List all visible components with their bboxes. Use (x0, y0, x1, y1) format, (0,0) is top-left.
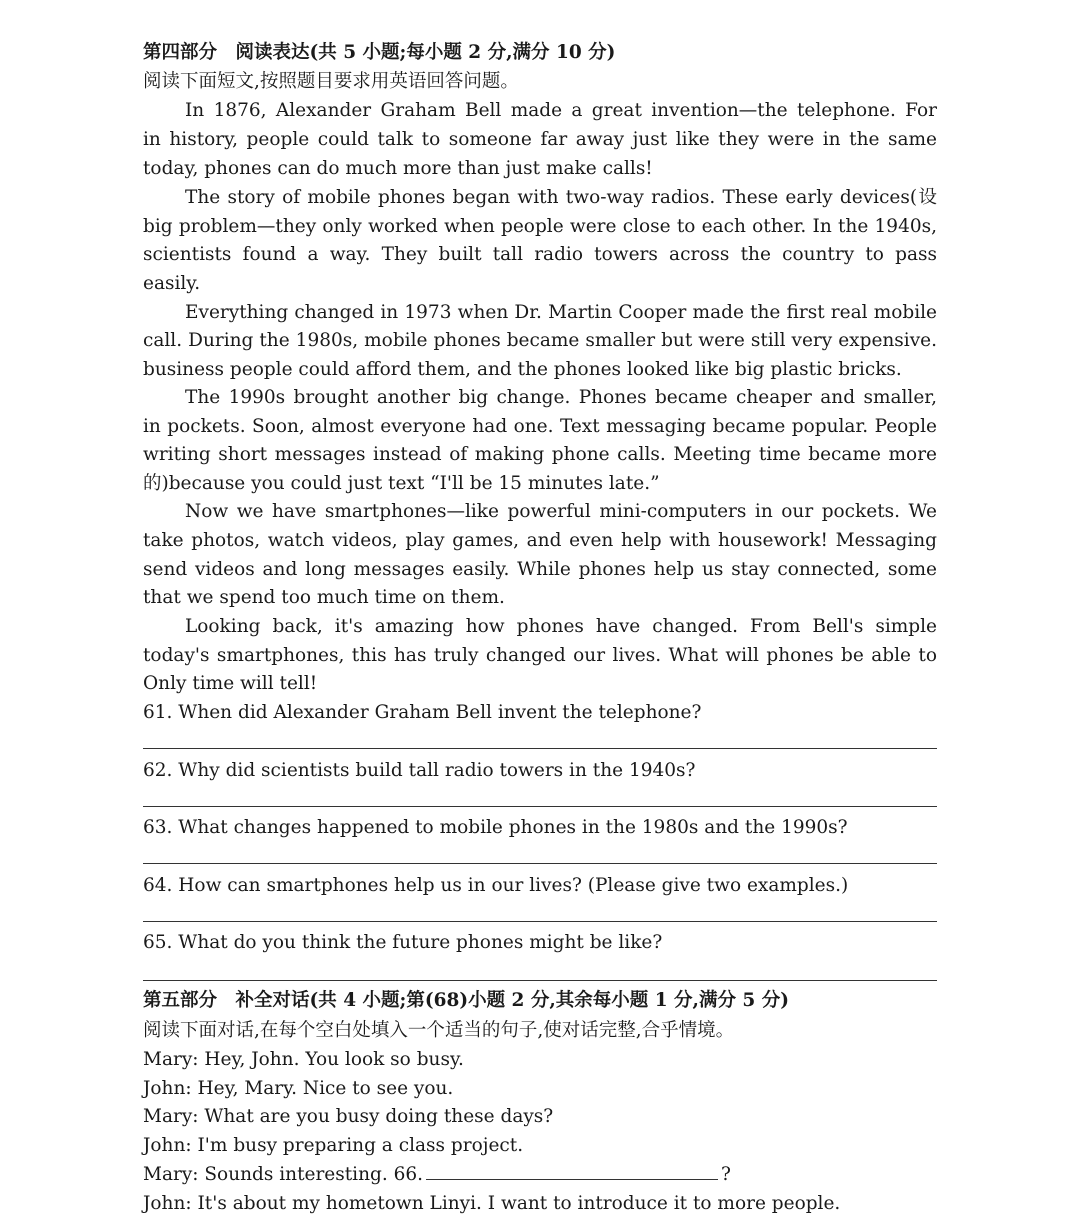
answer-line-65[interactable] (143, 980, 937, 981)
dialogue-line: Mary: What are you busy doing these days? (143, 1106, 554, 1127)
passage-line: business people could afford them, and the phones looked like big plastic bricks. (143, 359, 902, 380)
passage-line: 的)because you could just text “I'll be 15 minutes late.” (143, 473, 660, 494)
passage-line: today, phones can do much more than just make calls! (143, 158, 653, 179)
passage-line: in history, people could talk to someone far away just like they were in the same (143, 129, 937, 150)
dialogue-text: Mary: Sounds interesting. 66. (143, 1164, 424, 1185)
question-mark: ? (721, 1164, 731, 1185)
answer-line-64[interactable] (143, 921, 937, 922)
question-61: 61. When did Alexander Graham Bell invent the telephone? (143, 702, 702, 723)
passage-line: In 1876, Alexander Graham Bell made a great invention—the telephone. For (185, 100, 937, 121)
passage-line: big problem—they only worked when people were close to each other. In the 1940s, (143, 216, 937, 237)
passage-line: today's smartphones, this has truly changed our lives. What will phones be able to (143, 645, 937, 666)
answer-line-63[interactable] (143, 863, 937, 864)
question-62: 62. Why did scientists build tall radio towers in the 1940s? (143, 760, 696, 781)
question-65: 65. What do you think the future phones might be like? (143, 932, 663, 953)
part5-instruction: 阅读下面对话,在每个空白处填入一个适当的句子,使对话完整,合乎情境。 (143, 1020, 735, 1041)
blank-66[interactable] (426, 1161, 718, 1180)
passage-line: writing short messages instead of making phone calls. Meeting time became more (143, 444, 937, 465)
dialogue-line: Mary: Hey, John. You look so busy. (143, 1049, 464, 1070)
passage-line: that we spend too much time on them. (143, 587, 505, 608)
passage-line: send videos and long messages easily. While phones help us stay connected, some (143, 559, 937, 580)
dialogue-line: John: Hey, Mary. Nice to see you. (143, 1078, 454, 1099)
question-63: 63. What changes happened to mobile phones in the 1980s and the 1990s? (143, 817, 848, 838)
part5-heading: 第五部分 补全对话(共 4 小题;第(68)小题 2 分,其余每小题 1 分,满分 5 分) (143, 990, 789, 1011)
passage-line: take photos, watch videos, play games, and even help with housework! Messaging (143, 530, 937, 551)
passage-line: The story of mobile phones began with two-way radios. These early devices(设 (185, 187, 937, 208)
passage-line: easily. (143, 273, 201, 294)
answer-line-62[interactable] (143, 806, 937, 807)
dialogue-line: John: It's about my hometown Linyi. I want to introduce it to more people. (143, 1193, 841, 1214)
passage-line: call. During the 1980s, mobile phones became smaller but were still very expensive. (143, 330, 937, 351)
dialogue-line: John: I'm busy preparing a class project. (143, 1135, 524, 1156)
passage-line: Looking back, it's amazing how phones have changed. From Bell's simple (185, 616, 937, 637)
part4-heading: 第四部分 阅读表达(共 5 小题;每小题 2 分,满分 10 分) (143, 42, 616, 63)
passage-line: scientists found a way. They built tall radio towers across the country to pass (143, 244, 937, 265)
passage-line: Now we have smartphones—like powerful mini-computers in our pockets. We (185, 501, 937, 522)
part4-instruction: 阅读下面短文,按照题目要求用英语回答问题。 (143, 71, 519, 92)
passage-line: in pockets. Soon, almost everyone had one. Text messaging became popular. People (143, 416, 937, 437)
passage-line: The 1990s brought another big change. Phones became cheaper and smaller, (185, 387, 937, 408)
answer-line-61[interactable] (143, 748, 937, 749)
dialogue-line-66 (143, 1160, 937, 1189)
question-64: 64. How can smartphones help us in our lives? (Please give two examples.) (143, 875, 849, 896)
passage-line: Only time will tell! (143, 673, 318, 694)
passage-line: Everything changed in 1973 when Dr. Martin Cooper made the first real mobile (185, 302, 937, 323)
